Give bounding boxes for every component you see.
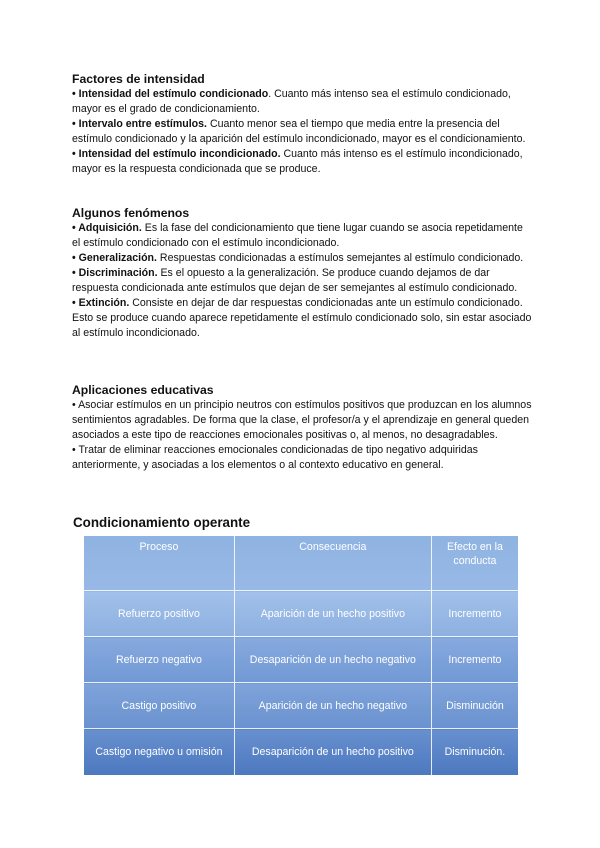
table-header-row	[84, 536, 518, 591]
section-algunos-fenomenos	[72, 205, 532, 341]
list-item	[72, 117, 532, 147]
table-cell: Desaparición de un hecho positivo	[234, 729, 431, 776]
table-title: Condicionamiento operante	[73, 515, 251, 530]
table-cell: Incremento	[431, 637, 518, 683]
item-term: • Intensidad del estímulo incondicionado.	[72, 148, 281, 160]
list-item	[72, 443, 532, 473]
table-row	[84, 729, 518, 776]
table-cell: Disminución	[431, 683, 518, 729]
section-heading: Aplicaciones educativas	[72, 383, 214, 397]
table-row	[84, 637, 518, 683]
item-term: • Adquisición.	[72, 222, 142, 234]
table-cell: Disminución.	[431, 729, 518, 776]
list-item	[72, 147, 532, 177]
item-term: • Intervalo entre estímulos.	[72, 118, 207, 130]
operant-conditioning-table	[84, 536, 518, 775]
section-heading: Factores de intensidad	[72, 72, 205, 86]
section-aplicaciones-educativas	[72, 382, 532, 473]
list-item	[72, 251, 532, 266]
column-header-consecuencia: Consecuencia	[234, 536, 431, 591]
item-text: Cuanto menor sea el tiempo que media entre la presencia del estímulo condicionado y la aparición del estímulo incondicionado, mayor es el condicionamiento.	[72, 118, 526, 145]
item-term: • Discriminación.	[72, 267, 158, 279]
table-cell: Castigo negativo u omisión	[84, 729, 234, 776]
list-item	[72, 87, 532, 117]
section-heading: Algunos fenómenos	[72, 206, 190, 220]
list-item	[72, 398, 532, 443]
table-row	[84, 683, 518, 729]
item-text: • Tratar de eliminar reacciones emocionales condicionadas de tipo negativo adquiridas anteriormente, y asociadas a los elementos o al contexto educativo en general.	[72, 444, 478, 471]
item-term: • Extinción.	[72, 297, 130, 309]
table-cell: Castigo positivo	[84, 683, 234, 729]
column-header-efecto: Efecto en la conducta	[431, 536, 518, 591]
item-text: • Asociar estímulos en un principio neutros con estímulos positivos que produzcan en los alumnos sentimientos agradables. De forma que la clase, el profesor/a y el aprendizaje en general queden asociados a este tipo de reacciones emocionales positivas o, al menos, no desagradables.	[72, 399, 532, 441]
item-text: Cuanto más intenso es el estímulo incondicionado, mayor es la respuesta condicionada que se produce.	[72, 148, 523, 175]
list-item	[72, 266, 532, 296]
item-text: Respuestas condicionadas a estímulos semejantes al estímulo condicionado.	[156, 252, 524, 264]
item-term: • Intensidad del estímulo condicionado	[72, 88, 269, 100]
item-text: Es la fase del condicionamiento que tiene lugar cuando se asocia repetidamente el estímulo condicionado con el estímulo incondicionado.	[72, 222, 523, 249]
list-item	[72, 221, 532, 251]
table-cell: Aparición de un hecho negativo	[234, 683, 431, 729]
item-text: Es el opuesto a la generalización. Se produce cuando dejamos de dar respuesta condicionada ante estímulos que dejan de ser semejantes al estímulo condicionado.	[72, 267, 518, 294]
table-cell: Aparición de un hecho positivo	[234, 591, 431, 637]
item-term: • Generalización.	[72, 252, 157, 264]
table-cell: Refuerzo negativo	[84, 637, 234, 683]
table-cell: Refuerzo positivo	[84, 591, 234, 637]
section-factores-intensidad	[72, 71, 532, 177]
column-header-proceso: Proceso	[84, 536, 234, 591]
item-text: . Cuanto más intenso sea el estímulo condicionado, mayor es el grado de condicionamiento.	[72, 88, 511, 115]
item-text: Consiste en dejar de dar respuestas condicionadas ante un estímulo condicionado. Esto se produce cuando aparece repetidamente el estímulo condicionado solo, sin estar asociado al estímulo incondicionado.	[72, 297, 532, 339]
list-item	[72, 296, 532, 341]
table-row	[84, 591, 518, 637]
table-cell: Incremento	[431, 591, 518, 637]
table-cell: Desaparición de un hecho negativo	[234, 637, 431, 683]
